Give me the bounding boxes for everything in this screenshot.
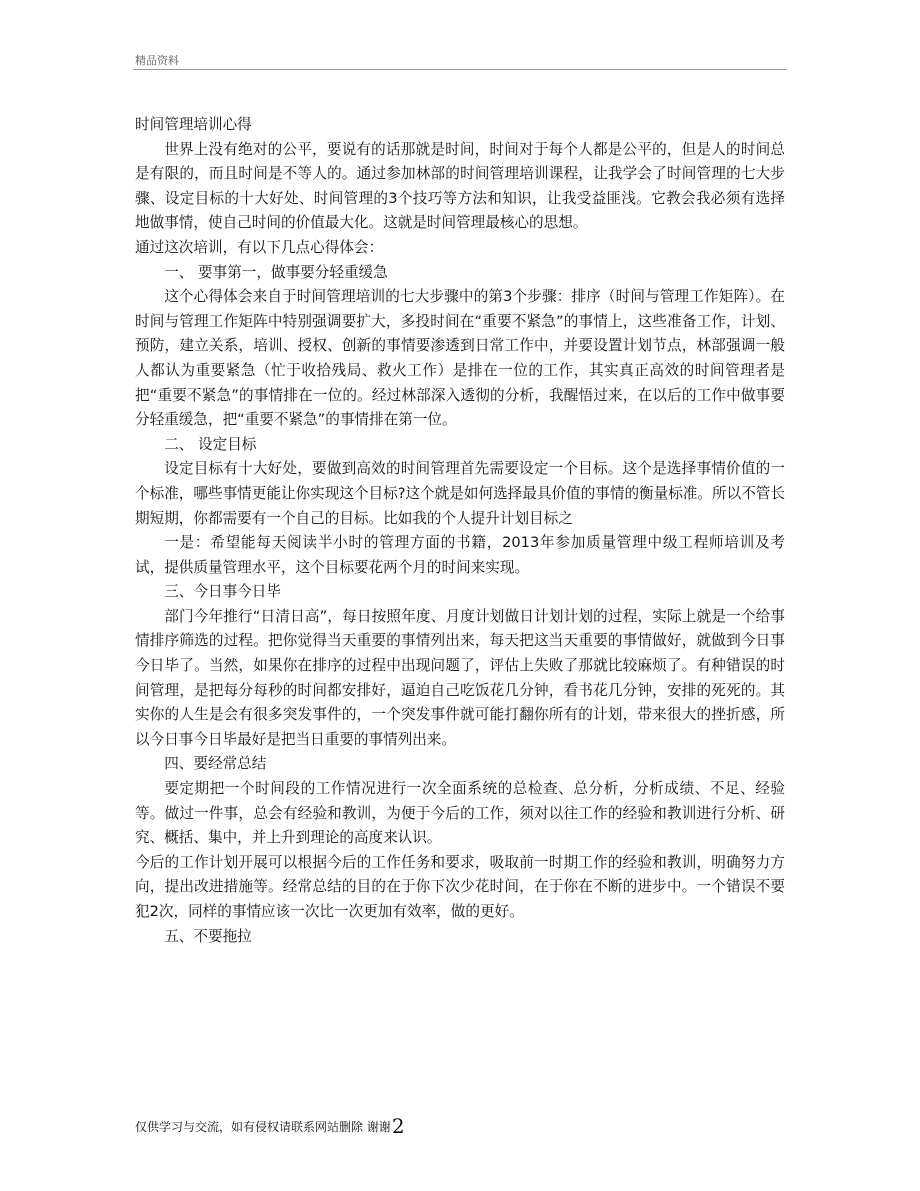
paragraph-section-4-cont: 今后的工作计划开展可以根据今后的工作任务和要求，吸取前一时期工作的经验和教训，明确努力方向，提出改进措施等。经常总结的目的在于你下次少花时间，在于你在不断的进步中。一个错误不要犯2次，同样的事情应该一次比一次更加有效率，做的更好。 [135, 853, 785, 920]
paragraph-section-2-goal: 一是：希望能每天阅读半小时的管理方面的书籍，2013年参加质量管理中级工程师培训及考试，提供质量管理水平，这个目标要花两个月的时间来实现。 [135, 534, 785, 576]
section-heading-3: 三、今日事今日毕 [164, 583, 281, 601]
paragraph-section-4: 要定期把一个时间段的工作情况进行一次全面系统的总检查、总分析，分析成绩、不足、经验等。做过一件事，总会有经验和教训，为便于今后的工作，须对以往工作的经验和教训进行分析、研究、概括、集中，并上升到理论的高度来认识。 [135, 780, 785, 847]
section-heading-1: 一、 要事第一，做事要分轻重缓急 [164, 263, 388, 281]
header-divider [133, 69, 787, 70]
section-heading-4: 四、要经常总结 [164, 755, 267, 773]
section-heading-2: 二、 设定目标 [164, 435, 257, 453]
document-body [135, 113, 785, 949]
footer-notice: 仅供学习与交流，如有侵权请联系网站删除 谢谢 [135, 1120, 391, 1134]
paragraph-intro: 世界上没有绝对的公平，要说有的话那就是时间，时间对于每个人都是公平的，但是人的时间总是有限的，而且时间是不等人的。通过参加林部的时间管理培训课程，让我学会了时间管理的七大步骤、设定目标的十大好处、时间管理的3个技巧等方法和知识，让我受益匪浅。它教会我必须有选择地做事情，使自己时间的价值最大化。这就是时间管理最核心的思想。 [135, 140, 785, 232]
page-footer [135, 1114, 405, 1138]
page-number: 2 [391, 1114, 405, 1138]
paragraph-section-2: 设定目标有十大好处，要做到高效的时间管理首先需要设定一个目标。这个是选择事情价值的一个标准，哪些事情更能让你实现这个目标?这个就是如何选择最具价值的事情的衡量标准。所以不管长期短期，你都需要有一个自己的目标。比如我的个人提升计划目标之 [135, 460, 785, 527]
paragraph-section-3: 部门今年推行“日清日高”，每日按照年度、月度计划做日计划计划的过程，实际上就是一个给事情排序筛选的过程。把你觉得当天重要的事情列出来，每天把这当天重要的事情做好，就做到今日事今日毕了。当然，如果你在排序的过程中出现问题了，评估上失败了那就比较麻烦了。有种错误的时间管理，是把每分每秒的时间都安排好，逼迫自己吃饭花几分钟，看书花几分钟，安排的死死的。其实你的人生是会有很多突发事件的，一个突发事件就可能打翻你所有的计划，带来很大的挫折感，所以今日事今日毕最好是把当日重要的事情列出来。 [135, 607, 785, 748]
paragraph-section-1: 这个心得体会来自于时间管理培训的七大步骤中的第3个步骤：排序（时间与管理工作矩阵）。在时间与管理工作矩阵中特别强调要扩大，多投时间在“重要不紧急”的事情上，这些准备工作，计划、预防，建立关系，培训、授权、创新的事情要渗透到日常工作中，并要设置计划节点，林部强调一般人都认为重要紧急（忙于收拾残局、救火工作）是排在一位的工作，其实真正高效的时间管理者是把“重要不紧急”的事情排在一位的。经过林部深入透彻的分析，我醒悟过来，在以后的工作中做事要分轻重缓急，把“重要不紧急”的事情排在第一位。 [135, 288, 785, 429]
paragraph-lead-in: 通过这次培训，有以下几点心得体会： [135, 238, 384, 256]
section-heading-5: 五、不要拖拉 [164, 927, 252, 945]
document-title: 时间管理培训心得 [135, 116, 252, 133]
page-header-label: 精品资料 [135, 54, 179, 67]
